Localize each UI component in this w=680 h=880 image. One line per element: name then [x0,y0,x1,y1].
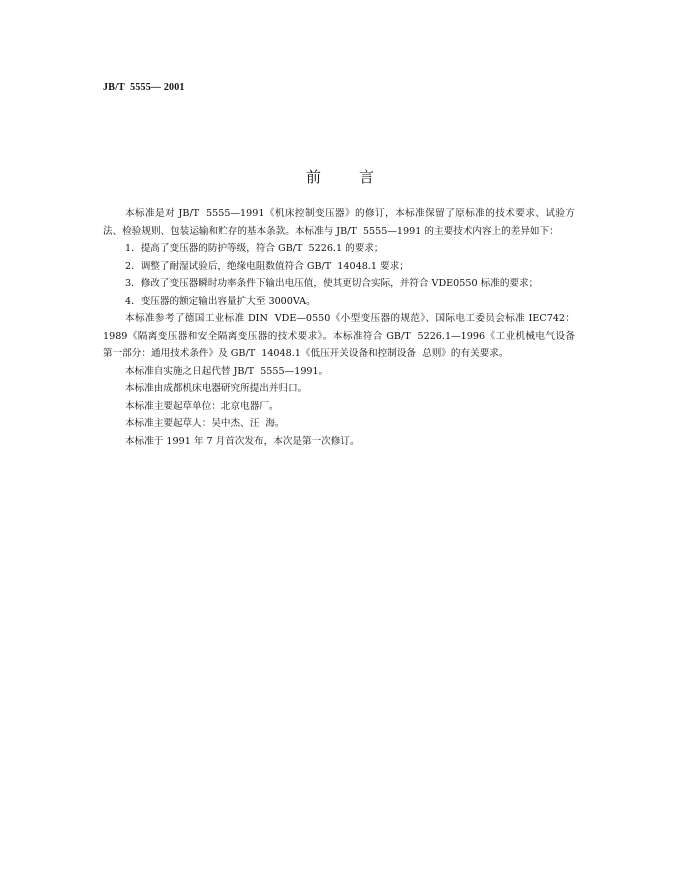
difference-item-1: 1．提高了变压器的防护等级，符合 GB/T 5226.1 的要求； [125,243,384,254]
replaces-paragraph: 本标准自实施之日起代替 JB/T 5555—1991。 [125,365,329,377]
drafting-unit-paragraph: 本标准主要起草单位：北京电器厂。 [125,400,279,412]
difference-item-4: 4．变压器的额定输出容量扩大至 3000VA。 [125,295,316,307]
history-paragraph: 本标准于 1991 年 7 月首次发布，本次是第一次修订。 [125,435,360,447]
proposed-by-paragraph: 本标准由成都机床电器研究所提出并归口。 [125,383,308,394]
difference-item-3: 3．修改了变压器瞬时功率条件下输出电压值，使其更切合实际，并符合 VDE0550 标准的要求； [125,278,539,289]
difference-item-2: 2．调整了耐湿试验后，绝缘电阻数值符合 GB/T 14048.1 要求； [125,260,409,272]
page-title: 前言 [305,168,412,186]
drafters-paragraph: 本标准主要起草人：吴中杰、汪 海。 [125,418,285,429]
intro-paragraph: 本标准是对 JB/T 5555—1991《机床控制变压器》的修订，本标准保留了原标准的技术要求、试验方法、检验规则、包装运输和贮存的基本条款。本标准与 JB/T 5555—1991 的主要技术内容上的差异如下： [103,208,575,237]
standard-code: JB/T 5555— 2001 [103,82,185,93]
preface-body [103,205,582,450]
reference-paragraph: 本标准参考了德国工业标准 DIN VDE—0550《小型变压器的规范》、国际电工委员会标准 IEC742：1989《隔离变压器和安全隔离变压器的技术要求》。本标准符合 GB/T 5226.1—1996《工业机械电气设备 第一部分：通用技术条件》及 GB/T 14048.1《低压开关设备和控制设备 总则》的有关要求。 [103,313,582,359]
